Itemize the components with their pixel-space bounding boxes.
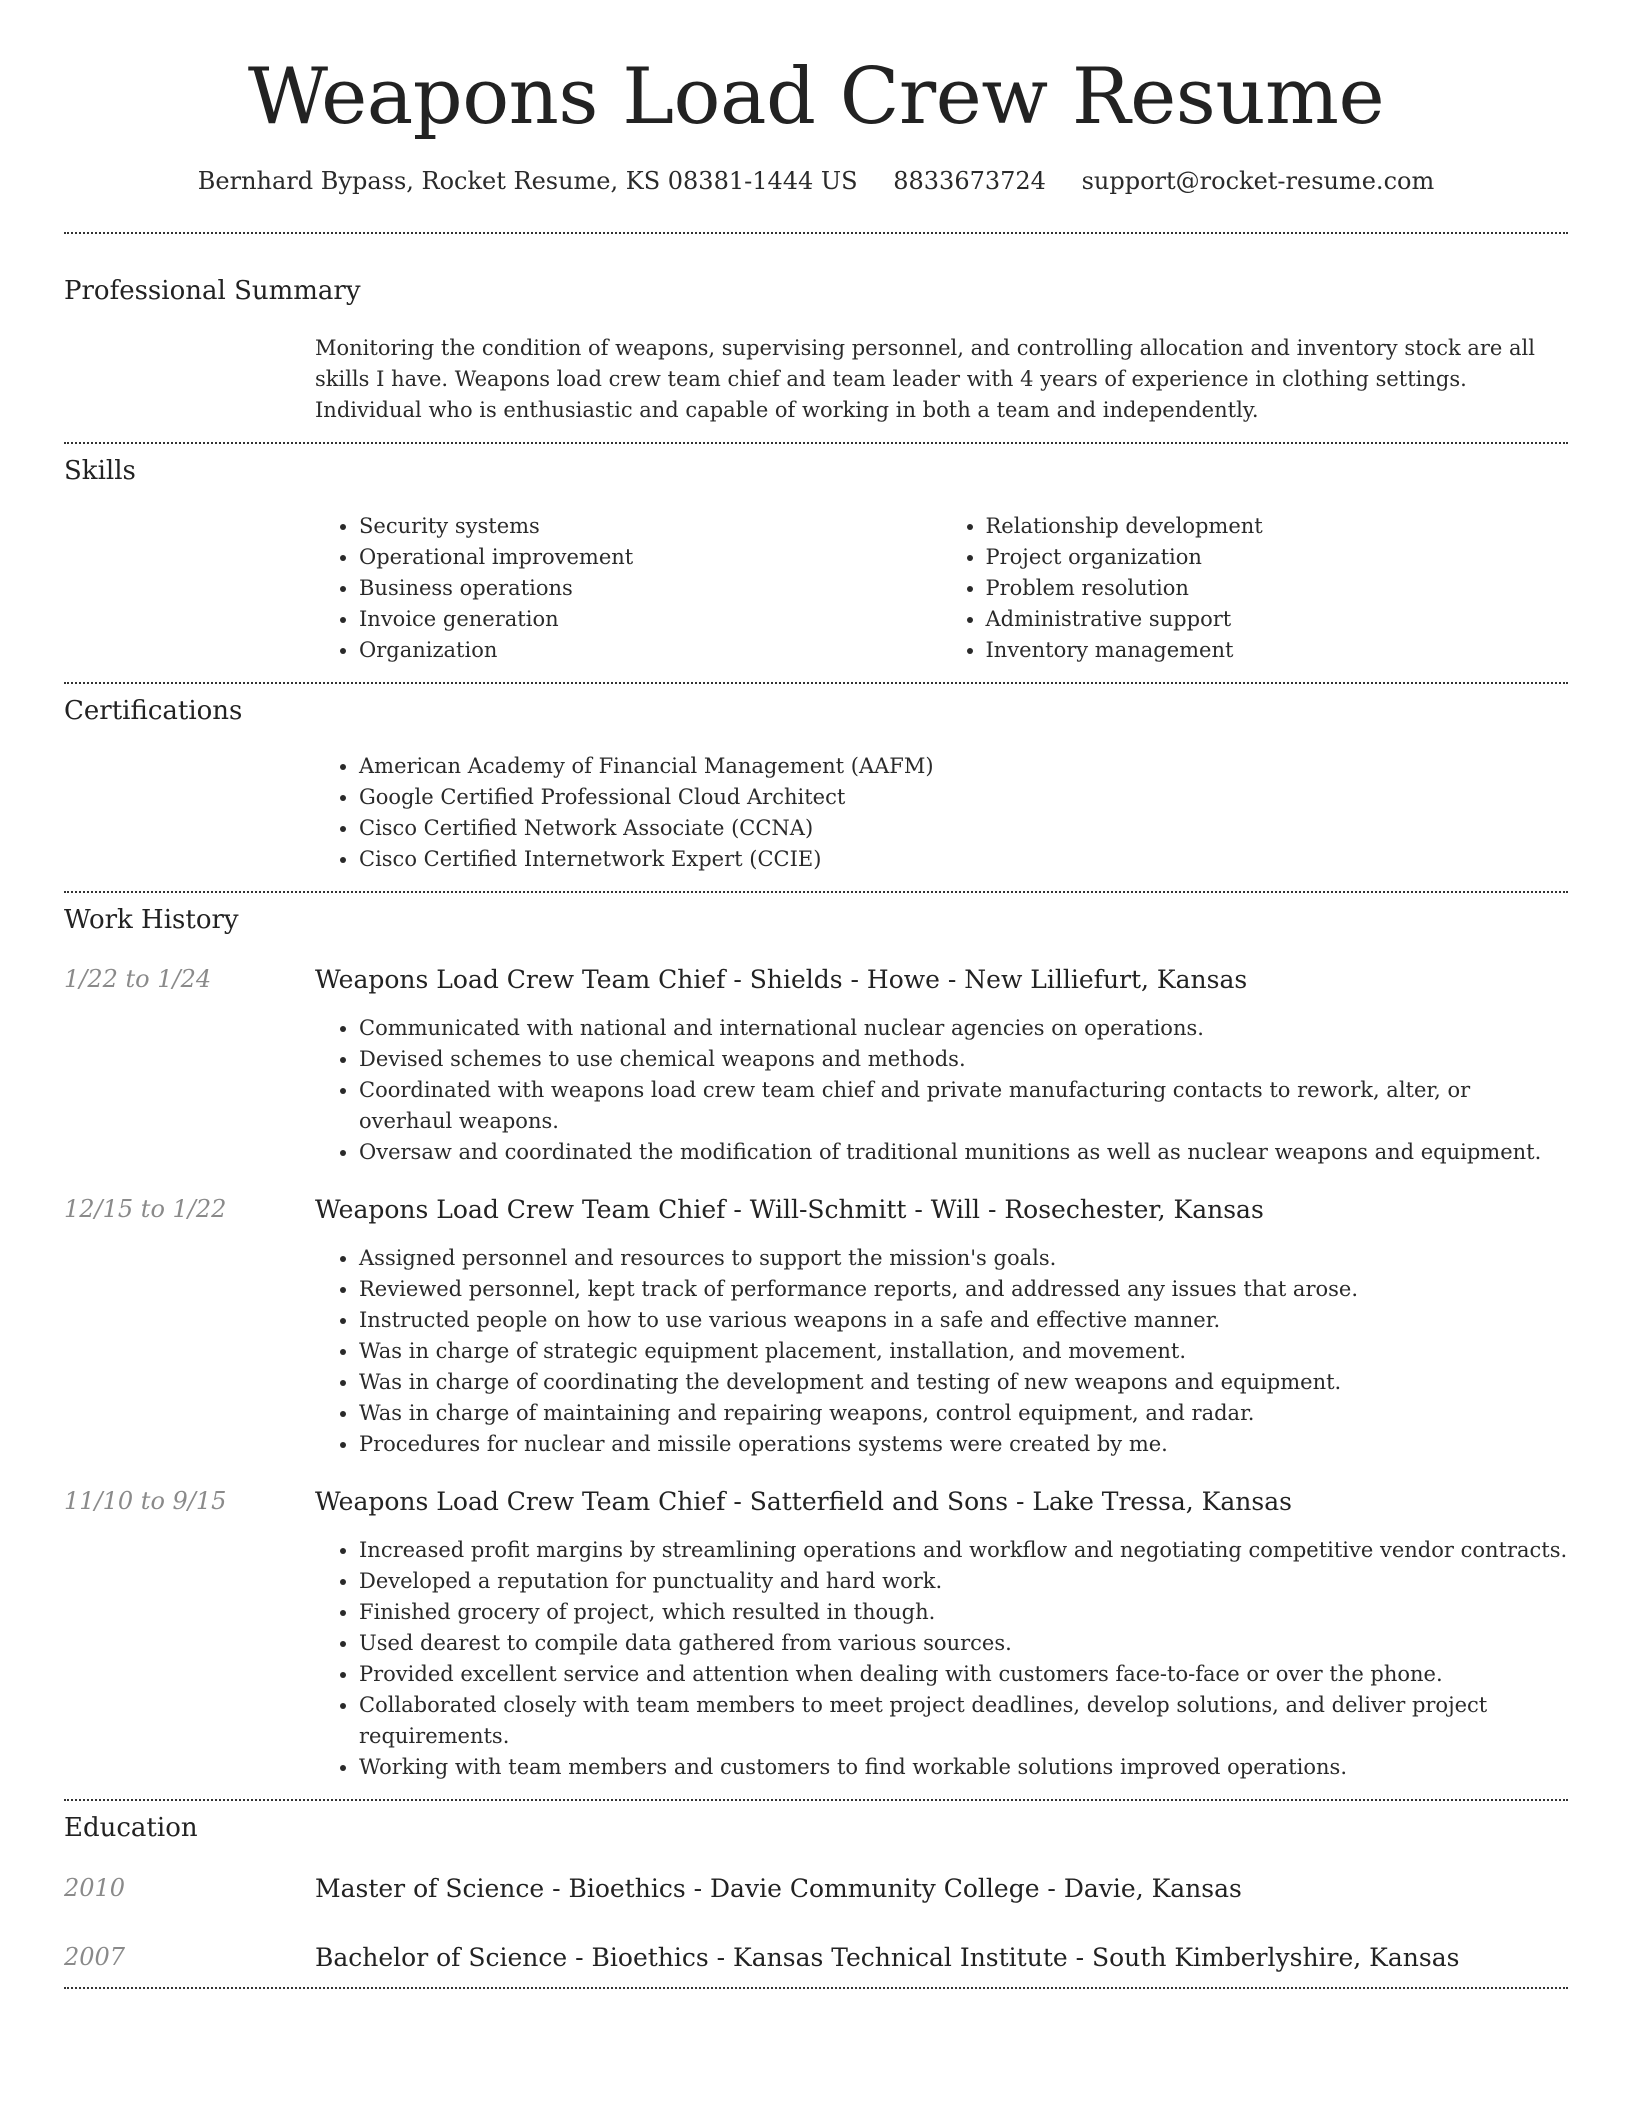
job-body bbox=[315, 1194, 1568, 1460]
work-history-section bbox=[64, 893, 1568, 1799]
summary-heading: Professional Summary bbox=[64, 275, 361, 306]
job-bullet: • Was in charge of maintaining and repairing weapons, control equipment, and radar. bbox=[359, 1398, 1568, 1429]
job-entry bbox=[64, 1194, 1568, 1460]
job-bullets bbox=[315, 1535, 1568, 1783]
education-heading: Education bbox=[64, 1813, 198, 1844]
education-section bbox=[64, 1801, 1568, 1986]
job-bullet: • Devised schemes to use chemical weapons and methods. bbox=[359, 1044, 1568, 1075]
job-bullet: • Was in charge of strategic equipment placement, installation, and movement. bbox=[359, 1336, 1568, 1367]
education-date: 2010 bbox=[64, 1873, 126, 1902]
skill-item: • Operational improvement bbox=[359, 542, 942, 573]
skill-item: • Organization bbox=[359, 635, 942, 666]
skill-item: • Relationship development bbox=[986, 511, 1569, 542]
job-bullet: • Oversaw and coordinated the modification of traditional munitions as well as nuclear weapons and equipment. bbox=[359, 1137, 1568, 1168]
education-entry bbox=[64, 1873, 1568, 1904]
skills-heading: Skills bbox=[64, 455, 136, 486]
job-bullet: • Instructed people on how to use various weapons in a safe and effective manner. bbox=[359, 1305, 1568, 1336]
job-bullet: • Coordinated with weapons load crew team chief and private manufacturing contacts to rework, alter, or overhaul weapons. bbox=[359, 1075, 1568, 1137]
contact-email: support@rocket-resume.com bbox=[1081, 166, 1435, 195]
skill-item: • Problem resolution bbox=[986, 573, 1569, 604]
education-entry bbox=[64, 1942, 1568, 1973]
job-bullet: • Used dearest to compile data gathered from various sources. bbox=[359, 1628, 1568, 1659]
job-date: 11/10 to 9/15 bbox=[64, 1487, 227, 1516]
job-bullet: • Reviewed personnel, kept track of performance reports, and addressed any issues that arose. bbox=[359, 1274, 1568, 1305]
job-bullet: • Communicated with national and international nuclear agencies on operations. bbox=[359, 1013, 1568, 1044]
job-bullet: • Collaborated closely with team members to meet project deadlines, develop solutions, and deliver project requirements. bbox=[359, 1690, 1568, 1752]
skill-item: • Security systems bbox=[359, 511, 942, 542]
certifications-section bbox=[64, 684, 1568, 891]
skill-item: • Invoice generation bbox=[359, 604, 942, 635]
skills-list-right bbox=[942, 511, 1569, 666]
job-bullet: • Provided excellent service and attention when dealing with customers face-to-face or over the phone. bbox=[359, 1659, 1568, 1690]
job-date: 1/22 to 1/24 bbox=[64, 965, 212, 994]
skill-item: • Administrative support bbox=[986, 604, 1569, 635]
job-bullets bbox=[315, 1013, 1568, 1168]
resume-page bbox=[64, 0, 1568, 1989]
job-bullet: • Assigned personnel and resources to support the mission's goals. bbox=[359, 1243, 1568, 1274]
skill-item: • Project organization bbox=[986, 542, 1569, 573]
education-date: 2007 bbox=[64, 1942, 126, 1971]
contact-address: Bernhard Bypass, Rocket Resume, KS 08381-1444 US bbox=[197, 166, 858, 195]
certification-item: • American Academy of Financial Management (AAFM) bbox=[359, 751, 1568, 782]
job-heading: Weapons Load Crew Team Chief - Satterfield and Sons - Lake Tressa, Kansas bbox=[315, 1487, 1292, 1517]
summary-text: Monitoring the condition of weapons, supervising personnel, and controlling allocation and inventory stock are all skills I have. Weapons load crew team chief and team leader with 4 years of experience in clothing settings. Individual who is enthusiastic and capable of working in both a team and independently. bbox=[315, 335, 1535, 422]
job-bullet: • Working with team members and customers to find workable solutions improved operations. bbox=[359, 1752, 1568, 1783]
education-heading-text: Bachelor of Science - Bioethics - Kansas Technical Institute - South Kimberlyshire, Kansas bbox=[315, 1942, 1460, 1972]
skill-item: • Business operations bbox=[359, 573, 942, 604]
contact-line bbox=[64, 167, 1568, 196]
skill-item: • Inventory management bbox=[986, 635, 1569, 666]
skills-columns bbox=[315, 511, 1568, 666]
resume-title: Weapons Load Crew Resume bbox=[247, 52, 1385, 142]
certification-item: • Google Certified Professional Cloud Architect bbox=[359, 782, 1568, 813]
education-heading-text: Master of Science - Bioethics - Davie Community College - Davie, Kansas bbox=[315, 1873, 1242, 1903]
certifications-heading: Certifications bbox=[64, 695, 243, 726]
skills-section bbox=[64, 444, 1568, 682]
summary-section bbox=[64, 234, 1568, 442]
job-bullet: • Finished grocery of project, which resulted in though. bbox=[359, 1597, 1568, 1628]
contact-phone: 8833673724 bbox=[893, 166, 1046, 195]
job-bullets bbox=[315, 1243, 1568, 1460]
job-heading: Weapons Load Crew Team Chief - Shields - Howe - New Lilliefurt, Kansas bbox=[315, 965, 1248, 995]
job-entry bbox=[64, 1486, 1568, 1783]
job-date: 12/15 to 1/22 bbox=[64, 1195, 227, 1224]
work-history-heading: Work History bbox=[64, 905, 239, 936]
certification-item: • Cisco Certified Network Associate (CCNA) bbox=[359, 813, 1568, 844]
job-bullet: • Developed a reputation for punctuality and hard work. bbox=[359, 1566, 1568, 1597]
job-entry bbox=[64, 964, 1568, 1168]
certification-item: • Cisco Certified Internetwork Expert (CCIE) bbox=[359, 844, 1568, 875]
job-bullet: • Procedures for nuclear and missile operations systems were created by me. bbox=[359, 1429, 1568, 1460]
job-bullet: • Was in charge of coordinating the development and testing of new weapons and equipment. bbox=[359, 1367, 1568, 1398]
section-divider bbox=[64, 1987, 1568, 1989]
certifications-list bbox=[315, 751, 1568, 875]
skills-list-left bbox=[315, 511, 942, 666]
job-heading: Weapons Load Crew Team Chief - Will-Schmitt - Will - Rosechester, Kansas bbox=[315, 1195, 1264, 1225]
job-bullet: • Increased profit margins by streamlining operations and workflow and negotiating competitive vendor contracts. bbox=[359, 1535, 1568, 1566]
job-body bbox=[315, 1486, 1568, 1783]
job-body bbox=[315, 964, 1568, 1168]
